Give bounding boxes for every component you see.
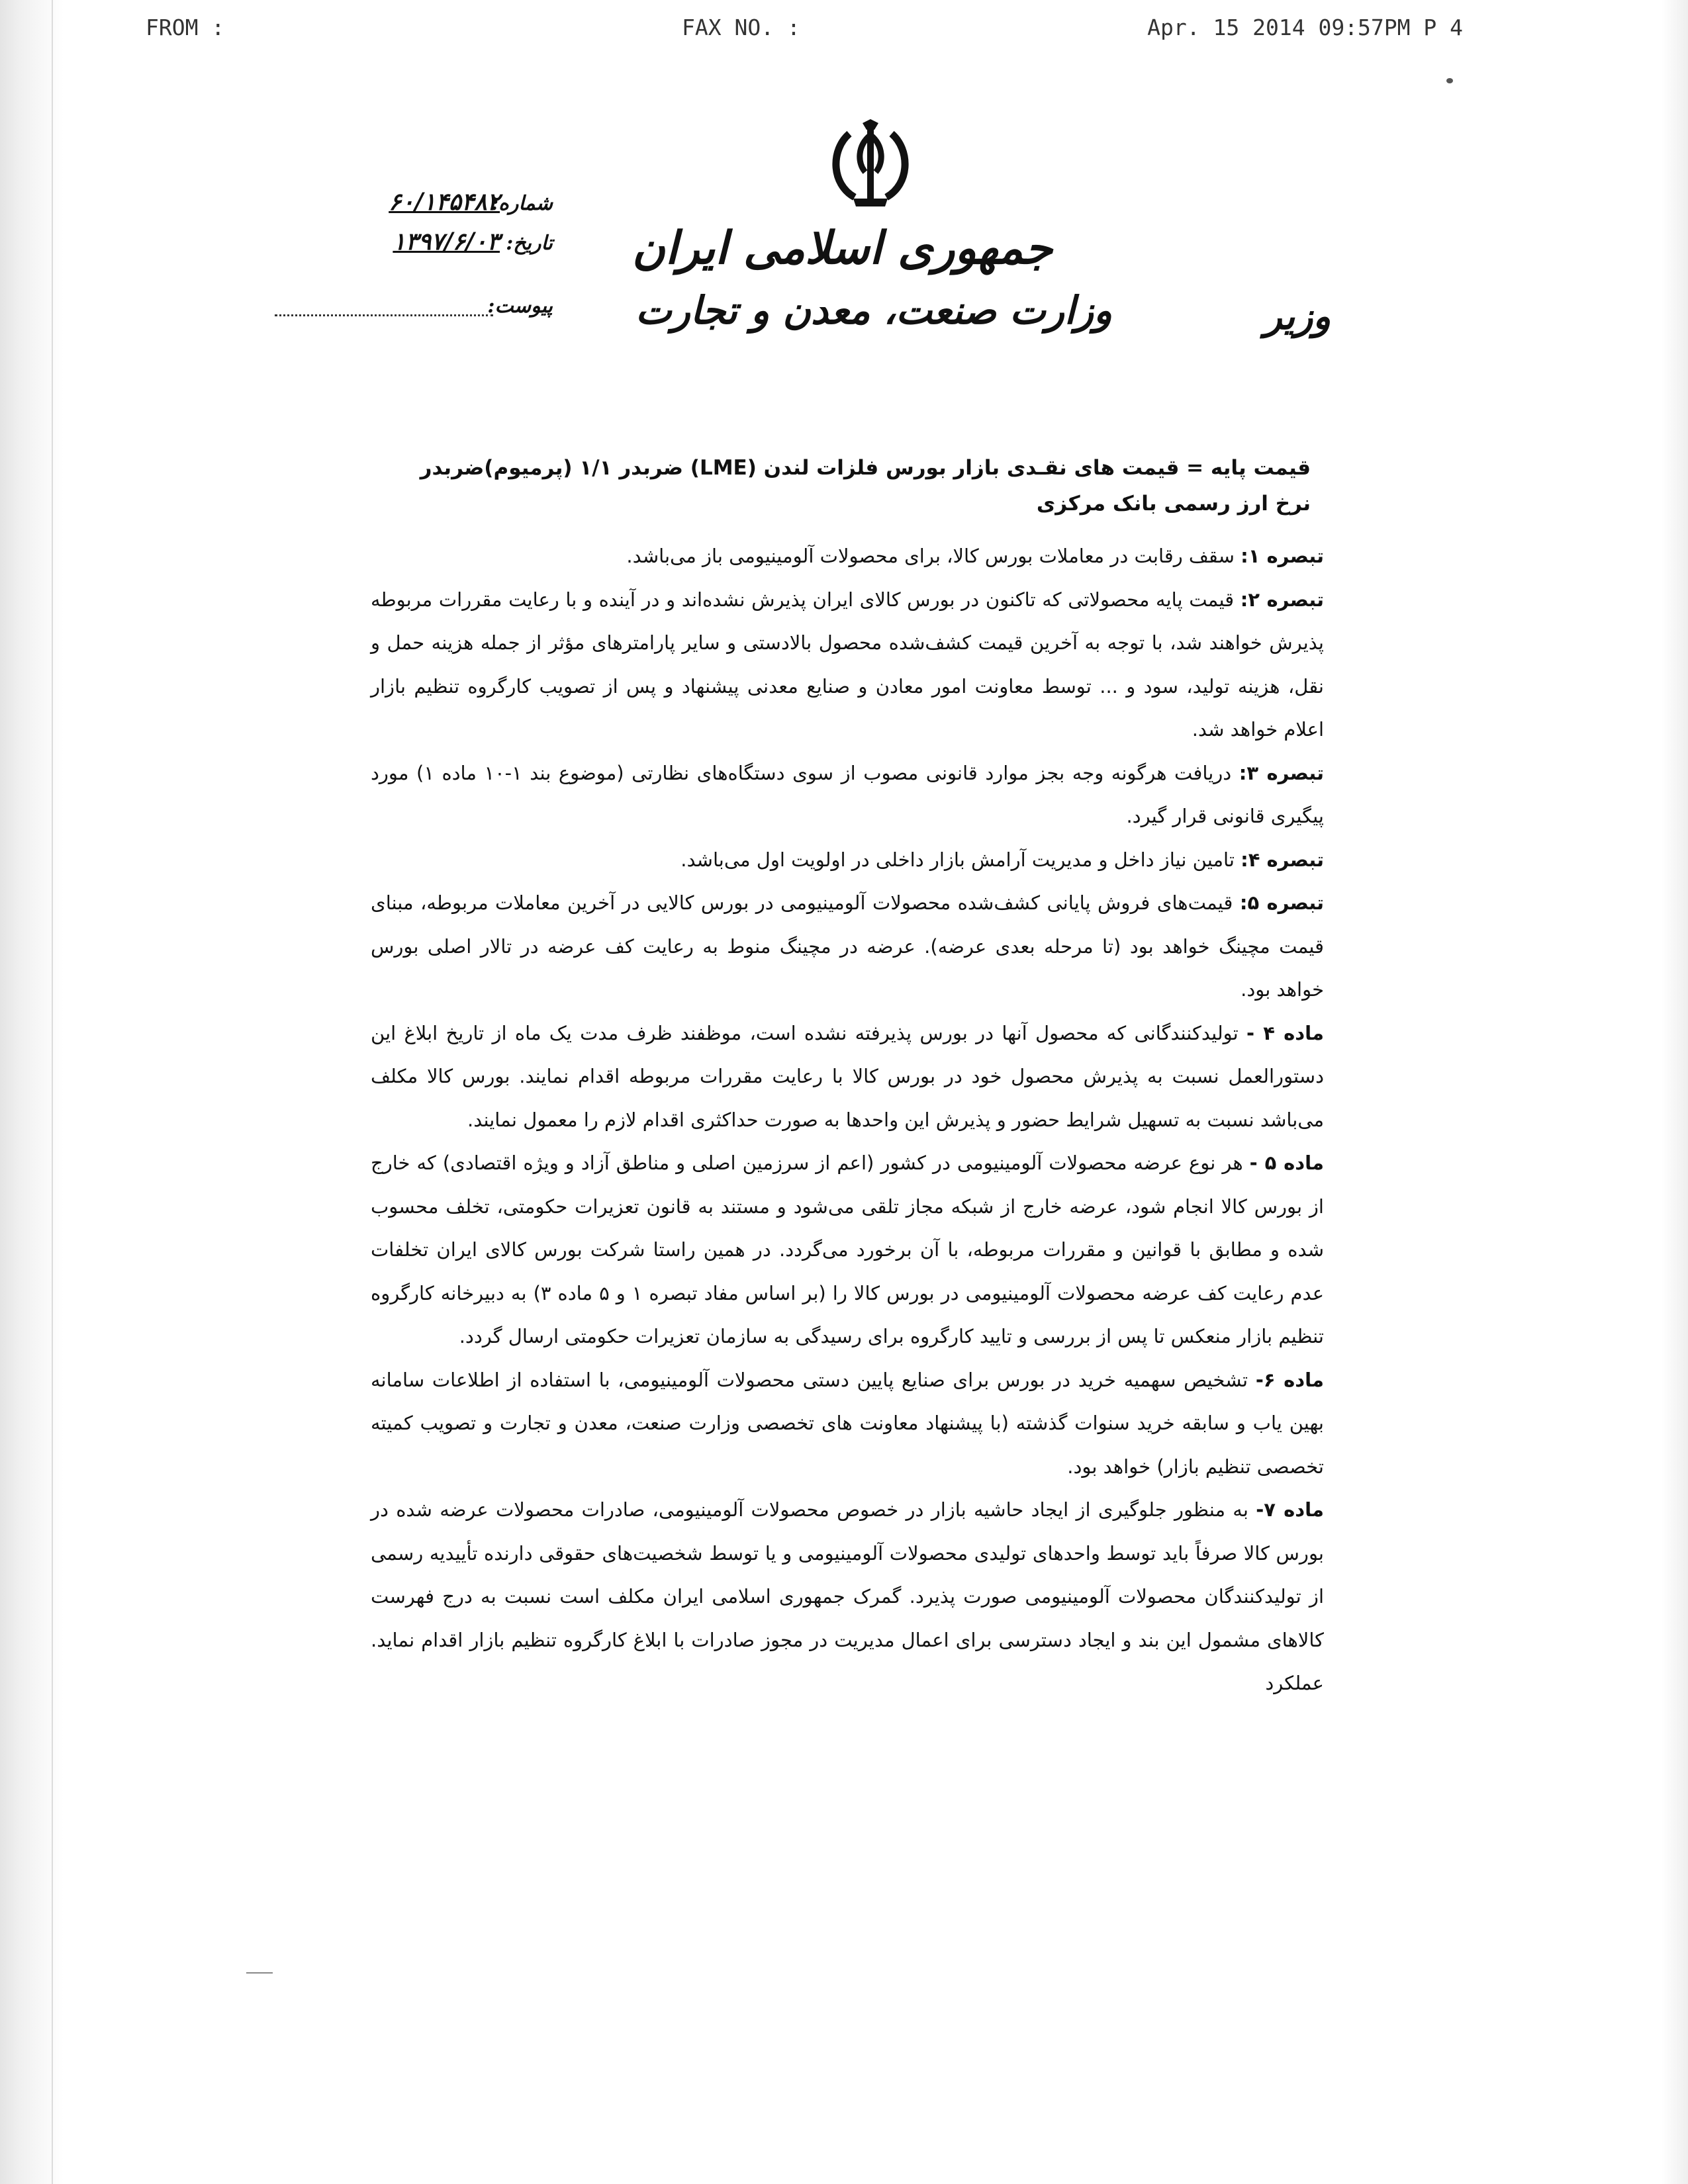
note-2-text: قیمت پایه محصولاتی که تاکنون در بورس کالای ایران پذیرش نشده‌اند و در آینده و با رعایت مقررات مربوطه پذیرش خواهند شد، با توجه به آخرین قیمت کشف‌شده محصول بالادستی و سایر پارامترهای مؤثر از جمله هزینه حمل و نقل، هزینه تولید، سود و ... توسط معاونت امور معادن و صنایع معدنی پیشنهاد و پس از تصویب کارگروه تنظیم بازار اعلام خواهد شد.: [371, 588, 1324, 741]
article-4-text: تولیدکنندگانی که محصول آنها در بورس پذیرفته نشده است، موظفند ظرف مدت یک ماه از تاریخ ابلاغ این دستورالعمل نسبت به پذیرش محصول خود در بورس کالا با رعایت مقررات مربوطه اقدام نمایند. بورس کالا مکلف می‌باشد نسبت به تسهیل شرایط حضور و پذیرش این واحدها به صورت حداکثری اقدام لازم را معمول نمایند.: [371, 1021, 1324, 1131]
attachment-dotted-line: [275, 314, 493, 316]
article-7-text: به منظور جلوگیری از ایجاد حاشیه بازار در خصوص محصولات آلومینیومی، صادرات محصولات عرضه شده در بورس کالا صرفاً باید توسط واحدهای تولیدی محصولات آلومینیومی و یا توسط شخصیت‌های حقوقی دارنده تأییدیه رسمی از تولیدکنندگان محصولات آلومینیومی صورت پذیرد. گمرک جمهوری اسلامی ایران مکلف است نسبت به درج فهرست کالاهای مشمول این بند و ایجاد دسترسی برای اعمال مدیریت در مجوز صادرات با ابلاغ کارگروه تنظیم بازار اقدام نماید. عملکرد: [371, 1498, 1324, 1694]
note-3-label: تبصره ۳:: [1239, 761, 1324, 784]
article-4: [371, 1012, 1324, 1142]
letterhead-minister: وزیر: [1264, 295, 1331, 338]
fax-date-page: Apr. 15 2014 09:57PM P 4: [1147, 15, 1463, 40]
note-3-text: دریافت هرگونه وجه بجز موارد قانونی مصوب از سوی دستگاه‌های نظارتی (موضوع بند ۱-۱۰ ماده ۱) مورد پیگیری قانونی قرار گیرد.: [371, 761, 1324, 827]
note-4-text: تامین نیاز داخل و مدیریت آرامش بازار داخلی در اولویت اول می‌باشد.: [680, 848, 1241, 871]
letter-number-label: شماره:: [491, 192, 553, 215]
note-2: [371, 578, 1324, 752]
article-6-text: تشخیص سهمیه خرید در بورس برای صنایع پایین دستی محصولات آلومینیومی، با استفاده از اطلاعات سامانه بهین یاب و سابقه خرید سنوات گذشته (با پیشنهاد معاونت های تخصصی وزارت صنعت، معدن و تجارت و تصویب کمیته تخصصی تنظیم بازار) خواهد بود.: [371, 1368, 1324, 1478]
article-5: [371, 1142, 1324, 1359]
article-5-text: هر نوع عرضه محصولات آلومینیومی در کشور (اعم از سرزمین اصلی و مناطق آزاد و ویژه اقتصادی) که خارج از بورس کالا انجام شود، عرضه خارج از شبکه مجاز تلقی می‌شود و مستند به قانون تعزیرات حکومتی، تخلف محسوب شده و مطابق با قوانین و مقررات مربوطه، با آن برخورد می‌گردد. در همین راستا شرکت بورس کالای ایران تخلفات عدم رعایت کف عرضه محصولات آلومینیومی در بورس کالا را (بر اساس مفاد تبصره ۱ و ۵ ماده ۳) به دبیرخانه کارگروه تنظیم بازار منعکس تا پس از بررسی و تایید کارگروه برای رسیدگی به سازمان تعزیرات حکومتی ارسال گردد.: [371, 1152, 1324, 1347]
scan-mark: [246, 1972, 273, 1974]
letter-date-value: ۱۳۹۷/۶/۰۳: [393, 228, 500, 255]
iran-emblem-icon: [824, 119, 917, 212]
note-4-label: تبصره ۴:: [1241, 848, 1324, 871]
letter-date: [268, 228, 553, 271]
letter-body: [371, 535, 1324, 1706]
note-4: [371, 839, 1324, 882]
article-7-label: ماده ۷-: [1256, 1498, 1324, 1521]
article-6: [371, 1359, 1324, 1489]
note-5-label: تبصره ۵:: [1239, 891, 1324, 914]
fax-from: FROM :: [146, 15, 225, 40]
fax-scan-right-edge: [1662, 0, 1688, 2184]
note-3: [371, 752, 1324, 839]
article-6-label: ماده ۶-: [1255, 1368, 1325, 1391]
article-5-label: ماده ۵ -: [1249, 1152, 1324, 1174]
letter-attachment-label: پیوست:: [487, 295, 553, 318]
note-1: [371, 535, 1324, 578]
fax-scan-left-edge: [0, 0, 64, 2184]
note-5-text: قیمت‌های فروش پایانی کشف‌شده محصولات آلومینیومی در بورس کالایی در آخرین معاملات مربوطه، مبنای قیمت مچینگ خواهد بود (تا مرحله بعدی عرضه). عرضه در مچینگ منوط به رعایت کف عرضه در تالار اصلی بورس خواهد بود.: [371, 891, 1324, 1001]
letter-date-label: تاریخ:: [506, 232, 553, 255]
letter-attachment: [268, 295, 553, 334]
letter-number-value: ۶۰/۱۴۵۴۸۲: [389, 188, 500, 216]
subject-formula: قیمت پایه = قیمت های نقـدی بازار بورس فلزات لندن (LME) ضربدر ۱/۱ (پرمیوم)ضربدر نرخ ارز رسمی بانک مرکزی: [420, 456, 1311, 516]
article-7: [371, 1488, 1324, 1706]
letterhead-republic: جمهوری اسلامی ایران: [632, 222, 1053, 275]
fax-number: FAX NO. :: [682, 15, 800, 40]
note-5: [371, 882, 1324, 1012]
article-4-label: ماده ۴ -: [1246, 1021, 1324, 1044]
letter-number: [268, 188, 553, 232]
note-1-text: سقف رقابت در معاملات بورس کالا، برای محصولات آلومینیومی باز می‌باشد.: [626, 545, 1241, 567]
fax-transmission-header: [146, 15, 1463, 54]
scan-speck: [1446, 78, 1453, 83]
letterhead-ministry: وزارت صنعت، معدن و تجارت: [635, 288, 1112, 333]
note-2-label: تبصره ۲:: [1240, 588, 1324, 611]
note-1-label: تبصره ۱:: [1241, 545, 1324, 567]
